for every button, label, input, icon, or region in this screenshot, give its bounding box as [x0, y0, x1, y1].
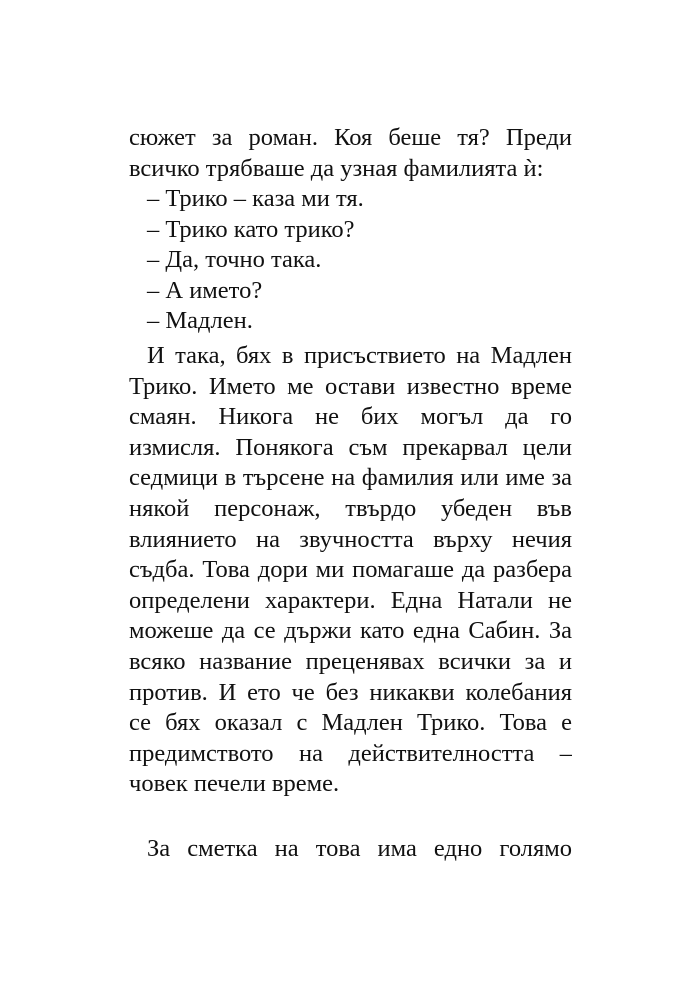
text-line: всяко название преценявах всички за и	[129, 647, 572, 675]
text-line: Трико. Името ме остави известно време	[129, 372, 572, 400]
paragraph-continuation	[129, 123, 572, 184]
text-line: измисля. Понякога съм прекарвал цели	[129, 433, 572, 461]
text-line: някой персонаж, твърдо убеден във	[129, 494, 572, 522]
text-line: всичко трябваше да узная фамилията ѝ:	[129, 154, 544, 182]
dialogue-line: – А името?	[147, 276, 263, 304]
dialogue-line: – Да, точно така.	[147, 246, 322, 274]
paragraph-next	[129, 834, 572, 865]
text-line: влиянието на звучността върху нечия	[129, 525, 572, 553]
paragraph-main	[129, 341, 572, 800]
text-line: определени характери. Една Натали не	[129, 586, 572, 614]
text-line: можеше да се държи като една Сабин. За	[129, 617, 572, 645]
text-line: седмици в търсене на фамилия или име за	[129, 464, 572, 492]
text-line: против. И ето че без никакви колебания	[129, 678, 572, 706]
text-line: съдба. Това дори ми помагаше да разбера	[129, 556, 572, 584]
dialogue-line: – Мадлен.	[147, 307, 253, 335]
text-line: човек печели време.	[129, 770, 340, 798]
dialogue-line: – Трико като трико?	[147, 215, 355, 243]
text-line: се бях оказал с Мадлен Трико. Това е	[129, 709, 572, 737]
dialogue-line: – Трико – каза ми тя.	[147, 185, 364, 212]
text-line: предимството на действителността –	[129, 739, 572, 767]
text-line: За сметка на това има едно голямо	[147, 835, 572, 862]
text-line: смаян. Никога не бих могъл да го	[129, 403, 572, 431]
dialogue-block	[129, 184, 572, 337]
text-line: сюжет за роман. Коя беше тя? Преди	[129, 124, 572, 151]
text-line: И така, бях в присъствието на Мадлен	[147, 342, 572, 369]
